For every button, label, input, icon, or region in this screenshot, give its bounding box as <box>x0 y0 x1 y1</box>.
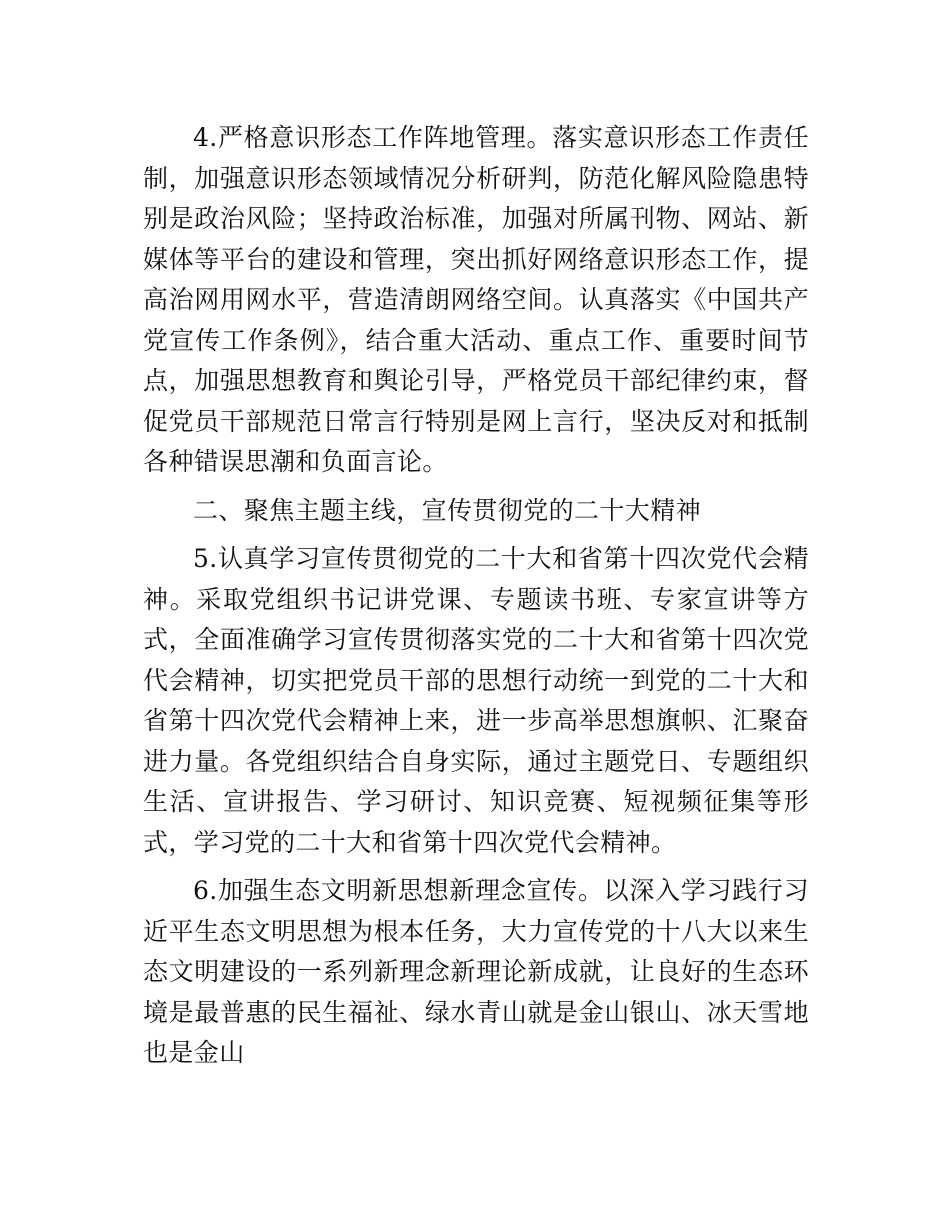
paragraph-4: 4.严格意识形态工作阵地管理。落实意识形态工作责任制，加强意识形态领域情况分析研判，防范化解风险隐患特别是政治风险；坚持政治标准，加强对所属刊物、网站、新媒体等平台的建设和管理，突出抓好网络意识形态工作，提高治网用网水平，营造清朗网络空间。认真落实《中国共产党宣传工作条例》，结合重大活动、重点工作、重要时间节点，加强思想教育和舆论引导，严格党员干部纪律约束，督促党员干部规范日常言行特别是网上言行，坚决反对和抵制各种错误思潮和负面言论。 <box>143 123 809 476</box>
paragraph-6: 6.加强生态文明新思想新理念宣传。以深入学习践行习近平生态文明思想为根本任务，大力宣传党的十八大以来生态文明建设的一系列新理念新理论新成就，让良好的生态环境是最普惠的民生福祉、绿水青山就是金山银山、冰天雪地也是金山 <box>143 876 809 1067</box>
document-body <box>143 118 809 1074</box>
section-heading-2: 二、聚焦主题主线，宣传贯彻党的二十大精神 <box>193 495 702 525</box>
paragraph-5: 5.认真学习宣传贯彻党的二十大和省第十四次党代会精神。采取党组织书记讲党课、专题读书班、专家宣讲等方式，全面准确学习宣传贯彻落实党的二十大和省第十四次党代会精神，切实把党员干部的思想行动统一到党的二十大和省第十四次党代会精神上来，进一步高举思想旗帜、汇聚奋进力量。各党组织结合自身实际，通过主题党日、专题组织生活、宣讲报告、学习研讨、知识竞赛、短视频征集等形式，学习党的二十大和省第十四次党代会精神。 <box>143 544 809 857</box>
